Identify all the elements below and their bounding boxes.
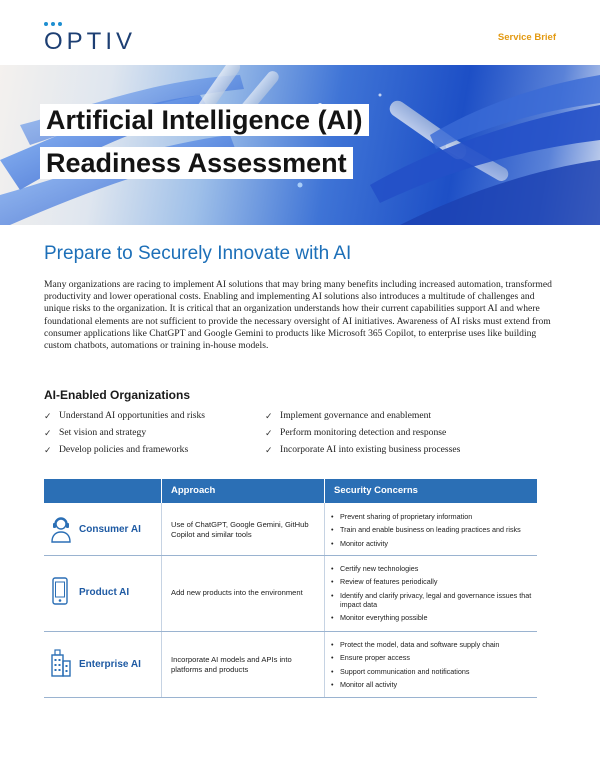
list-item: ✓ Understand AI opportunities and risks <box>44 410 206 421</box>
row-name-product-ai: Product AI <box>79 587 130 598</box>
list-item: • Support communication and notifications <box>330 667 538 676</box>
row-approach: Incorporate AI models and APIs into platforms and products <box>171 655 292 674</box>
check-icon: ✓ <box>265 445 273 455</box>
row-approach: Add new products into the environment <box>171 588 303 597</box>
check-icon: ✓ <box>44 411 52 421</box>
table-header-security-concerns: Security Concerns <box>334 485 418 496</box>
list-item: • Monitor everything possible <box>330 613 538 622</box>
row-concerns <box>330 564 538 622</box>
logo-text: OPTIV <box>44 28 137 55</box>
person-headset-icon <box>50 515 72 543</box>
list-item: • Prevent sharing of proprietary information <box>330 512 538 521</box>
document-type-label: Service Brief <box>497 32 556 43</box>
list-item: • Monitor activity <box>330 539 538 548</box>
check-icon: ✓ <box>44 428 52 438</box>
row-name-consumer-ai: Consumer AI <box>79 524 141 535</box>
list-item: • Monitor all activity <box>330 680 538 689</box>
table-header-approach: Approach <box>171 485 216 496</box>
hero-image <box>0 65 600 225</box>
ai-categories-table <box>44 479 537 698</box>
page-title-line-2: Readiness Assessment <box>40 147 353 179</box>
office-building-icon <box>50 649 72 677</box>
list-item: ✓ Perform monitoring detection and response <box>265 427 447 438</box>
list-item: • Certify new technologies <box>330 564 538 573</box>
list-item: ✓ Set vision and strategy <box>44 427 147 438</box>
row-approach: Use of ChatGPT, Google Gemini, GitHub Copilot and similar tools <box>171 520 309 539</box>
list-item: ✓ Develop policies and frameworks <box>44 444 189 455</box>
page-title-line-1: Artificial Intelligence (AI) <box>40 104 369 136</box>
table-row <box>44 556 537 632</box>
table-row <box>44 632 537 698</box>
table-header <box>44 479 537 503</box>
row-concerns <box>330 640 538 689</box>
optiv-logo <box>44 22 137 56</box>
list-item: ✓ Implement governance and enablement <box>265 410 432 421</box>
list-item: • Identify and clarify privacy, legal and governance issues that impact data <box>330 591 538 610</box>
robot-hands-illustration <box>0 65 600 225</box>
check-icon: ✓ <box>44 445 52 455</box>
row-concerns <box>330 512 538 548</box>
list-item: • Protect the model, data and software supply chain <box>330 640 538 649</box>
list-item: • Train and enable business on leading practices and risks <box>330 525 538 534</box>
organizations-list-left <box>44 410 205 461</box>
row-name-enterprise-ai: Enterprise AI <box>79 659 141 670</box>
section-subtitle: Prepare to Securely Innovate with AI <box>44 243 352 264</box>
mobile-device-icon <box>52 577 68 605</box>
organizations-list-right <box>265 410 460 461</box>
check-icon: ✓ <box>265 428 273 438</box>
list-item: • Ensure proper access <box>330 653 538 662</box>
check-icon: ✓ <box>265 411 273 421</box>
list-item: ✓ Incorporate AI into existing business processes <box>265 444 461 455</box>
intro-paragraph: Many organizations are racing to implement AI solutions that may bring many benefits including increased automation, transformed productivity and lower operational costs. Enabling and implementing AI solutions also introduces a multitude of challenges and unique risks to the organization. It is critical that an organization understands how their current capabilities support AI and where foundational elements are not sufficient to provide the necessary oversight of AI initiatives. Awareness of AI risks must extend from consumer applications like ChatGPT and Google Gemini to products like Microsoft 365 Copilot, to enterprise uses like building custom chatbots, automations or training in-house models. <box>44 279 552 352</box>
table-row <box>44 503 537 556</box>
organizations-heading: AI-Enabled Organizations <box>44 388 191 402</box>
list-item: • Review of features periodically <box>330 577 538 586</box>
